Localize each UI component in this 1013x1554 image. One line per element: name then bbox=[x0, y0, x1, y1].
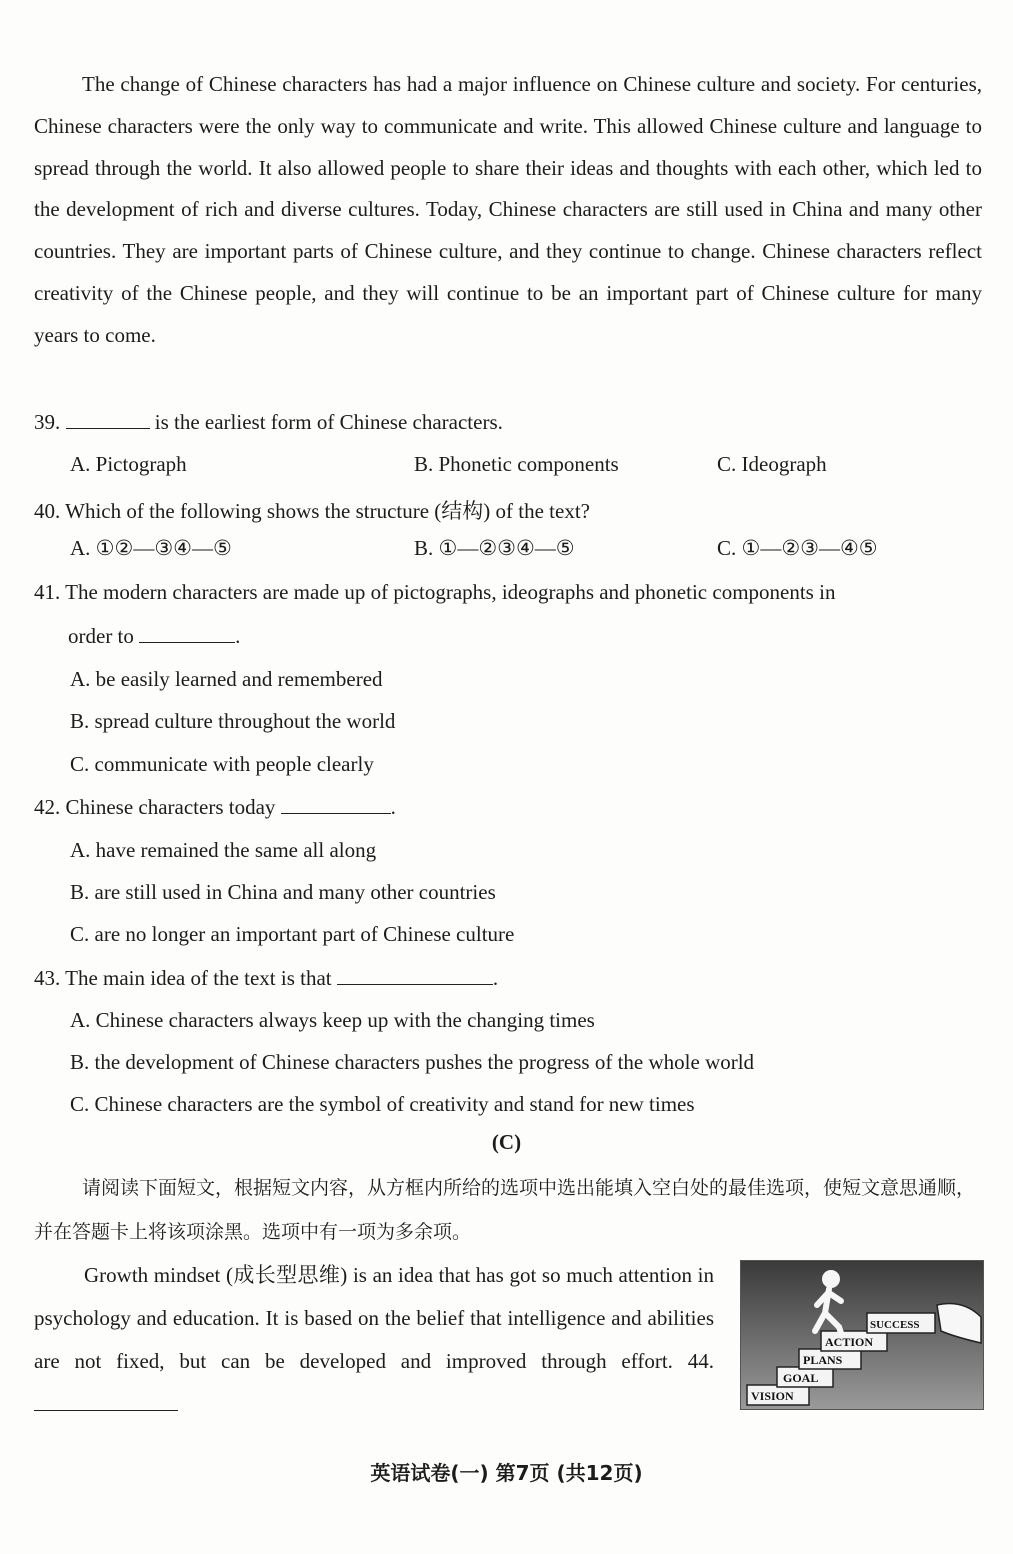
option-40-b: B. ①—②③④—⑤ bbox=[414, 536, 575, 560]
passage-text: Growth mindset (成长型思维) is an idea that has got so much attention in psychology and education. It is based on the belief that intelligence and abilities are not fixed, but can be developed and improved through effort. bbox=[34, 1263, 714, 1373]
question-text: Which of the following shows the structure (结构) of the text? bbox=[65, 499, 590, 523]
growth-mindset-passage bbox=[34, 1254, 714, 1426]
passage-b-conclusion: The change of Chinese characters has had a major influence on Chinese culture and society. For centuries, Chinese characters were the only way to communicate and write. This allowed Chinese culture and language to spread through the world. It also allowed people to share their ideas and thoughts with each other, which led to the development of rich and diverse cultures. Today, Chinese characters are still used in China and many other countries. They are important parts of Chinese culture, and they continue to change. Chinese characters reflect creativity of the Chinese people, and they will continue to be an important part of Chinese culture for many years to come. bbox=[34, 72, 982, 347]
question-43-stem: 43. The main idea of the text is that . bbox=[34, 966, 499, 990]
step-vision: VISION bbox=[751, 1389, 794, 1403]
stairs-illustration bbox=[741, 1261, 983, 1409]
option-39-a: A. Pictograph bbox=[70, 452, 187, 476]
section-c-instructions: 请阅读下面短文，根据短文内容，从方框内所给的选项中选出能填入空白处的最佳选项，使短文意思通顺，并在答题卡上将该项涂黑。选项中有一项为多余项。 bbox=[34, 1177, 976, 1243]
page-footer: 英语试卷(一) 第7页 (共12页) bbox=[370, 1461, 643, 1485]
option-43-c: C. Chinese characters are the symbol of creativity and stand for new times bbox=[70, 1092, 695, 1116]
option-39-c: C. Ideograph bbox=[717, 452, 827, 476]
question-number: 43. bbox=[34, 966, 61, 990]
question-text: order to bbox=[68, 624, 134, 648]
question-40-stem bbox=[34, 495, 590, 525]
option-42-b: B. are still used in China and many other countries bbox=[70, 880, 496, 904]
question-text: The modern characters are made up of pictographs, ideographs and phonetic components in bbox=[65, 580, 836, 604]
option-43-b: B. the development of Chinese characters pushes the progress of the whole world bbox=[70, 1050, 755, 1074]
question-number: 42. bbox=[34, 795, 61, 819]
question-41-stem bbox=[34, 580, 835, 605]
blank-number: 44. bbox=[687, 1349, 715, 1373]
step-success: SUCCESS bbox=[870, 1319, 920, 1331]
answer-blank bbox=[281, 795, 391, 814]
step-plans: PLANS bbox=[803, 1353, 843, 1367]
option-42-c: C. are no longer an important part of Chinese culture bbox=[70, 922, 515, 946]
option-41-c: C. communicate with people clearly bbox=[70, 752, 374, 776]
option-42-a: A. have remained the same all along bbox=[70, 838, 377, 862]
question-42-stem: 42. Chinese characters today . bbox=[34, 795, 396, 819]
question-41-stem-cont: order to . bbox=[68, 624, 241, 648]
question-text: The main idea of the text is that bbox=[65, 966, 332, 990]
answer-blank-44 bbox=[34, 1392, 178, 1411]
option-40-c: C. ①—②③—④⑤ bbox=[717, 536, 878, 560]
question-number: 41. bbox=[34, 580, 61, 604]
question-number: 40. bbox=[34, 499, 61, 523]
option-40-a: A. ①②—③④—⑤ bbox=[70, 536, 232, 560]
option-43-a: A. Chinese characters always keep up with the changing times bbox=[70, 1008, 595, 1032]
answer-blank bbox=[139, 624, 235, 643]
option-39-b: B. Phonetic components bbox=[414, 452, 619, 476]
question-text: is the earliest form of Chinese characters. bbox=[154, 410, 503, 434]
step-goal: GOAL bbox=[783, 1371, 819, 1385]
answer-blank bbox=[66, 410, 150, 429]
option-41-b: B. spread culture throughout the world bbox=[70, 709, 396, 733]
answer-blank bbox=[337, 966, 493, 985]
section-c-heading: (C) bbox=[491, 1130, 522, 1154]
option-41-a: A. be easily learned and remembered bbox=[70, 667, 383, 691]
step-action: ACTION bbox=[825, 1335, 874, 1349]
success-stairs-image bbox=[740, 1260, 984, 1410]
question-number: 39. bbox=[34, 410, 61, 434]
question-39-stem bbox=[34, 410, 503, 435]
question-text: Chinese characters today bbox=[65, 795, 276, 819]
